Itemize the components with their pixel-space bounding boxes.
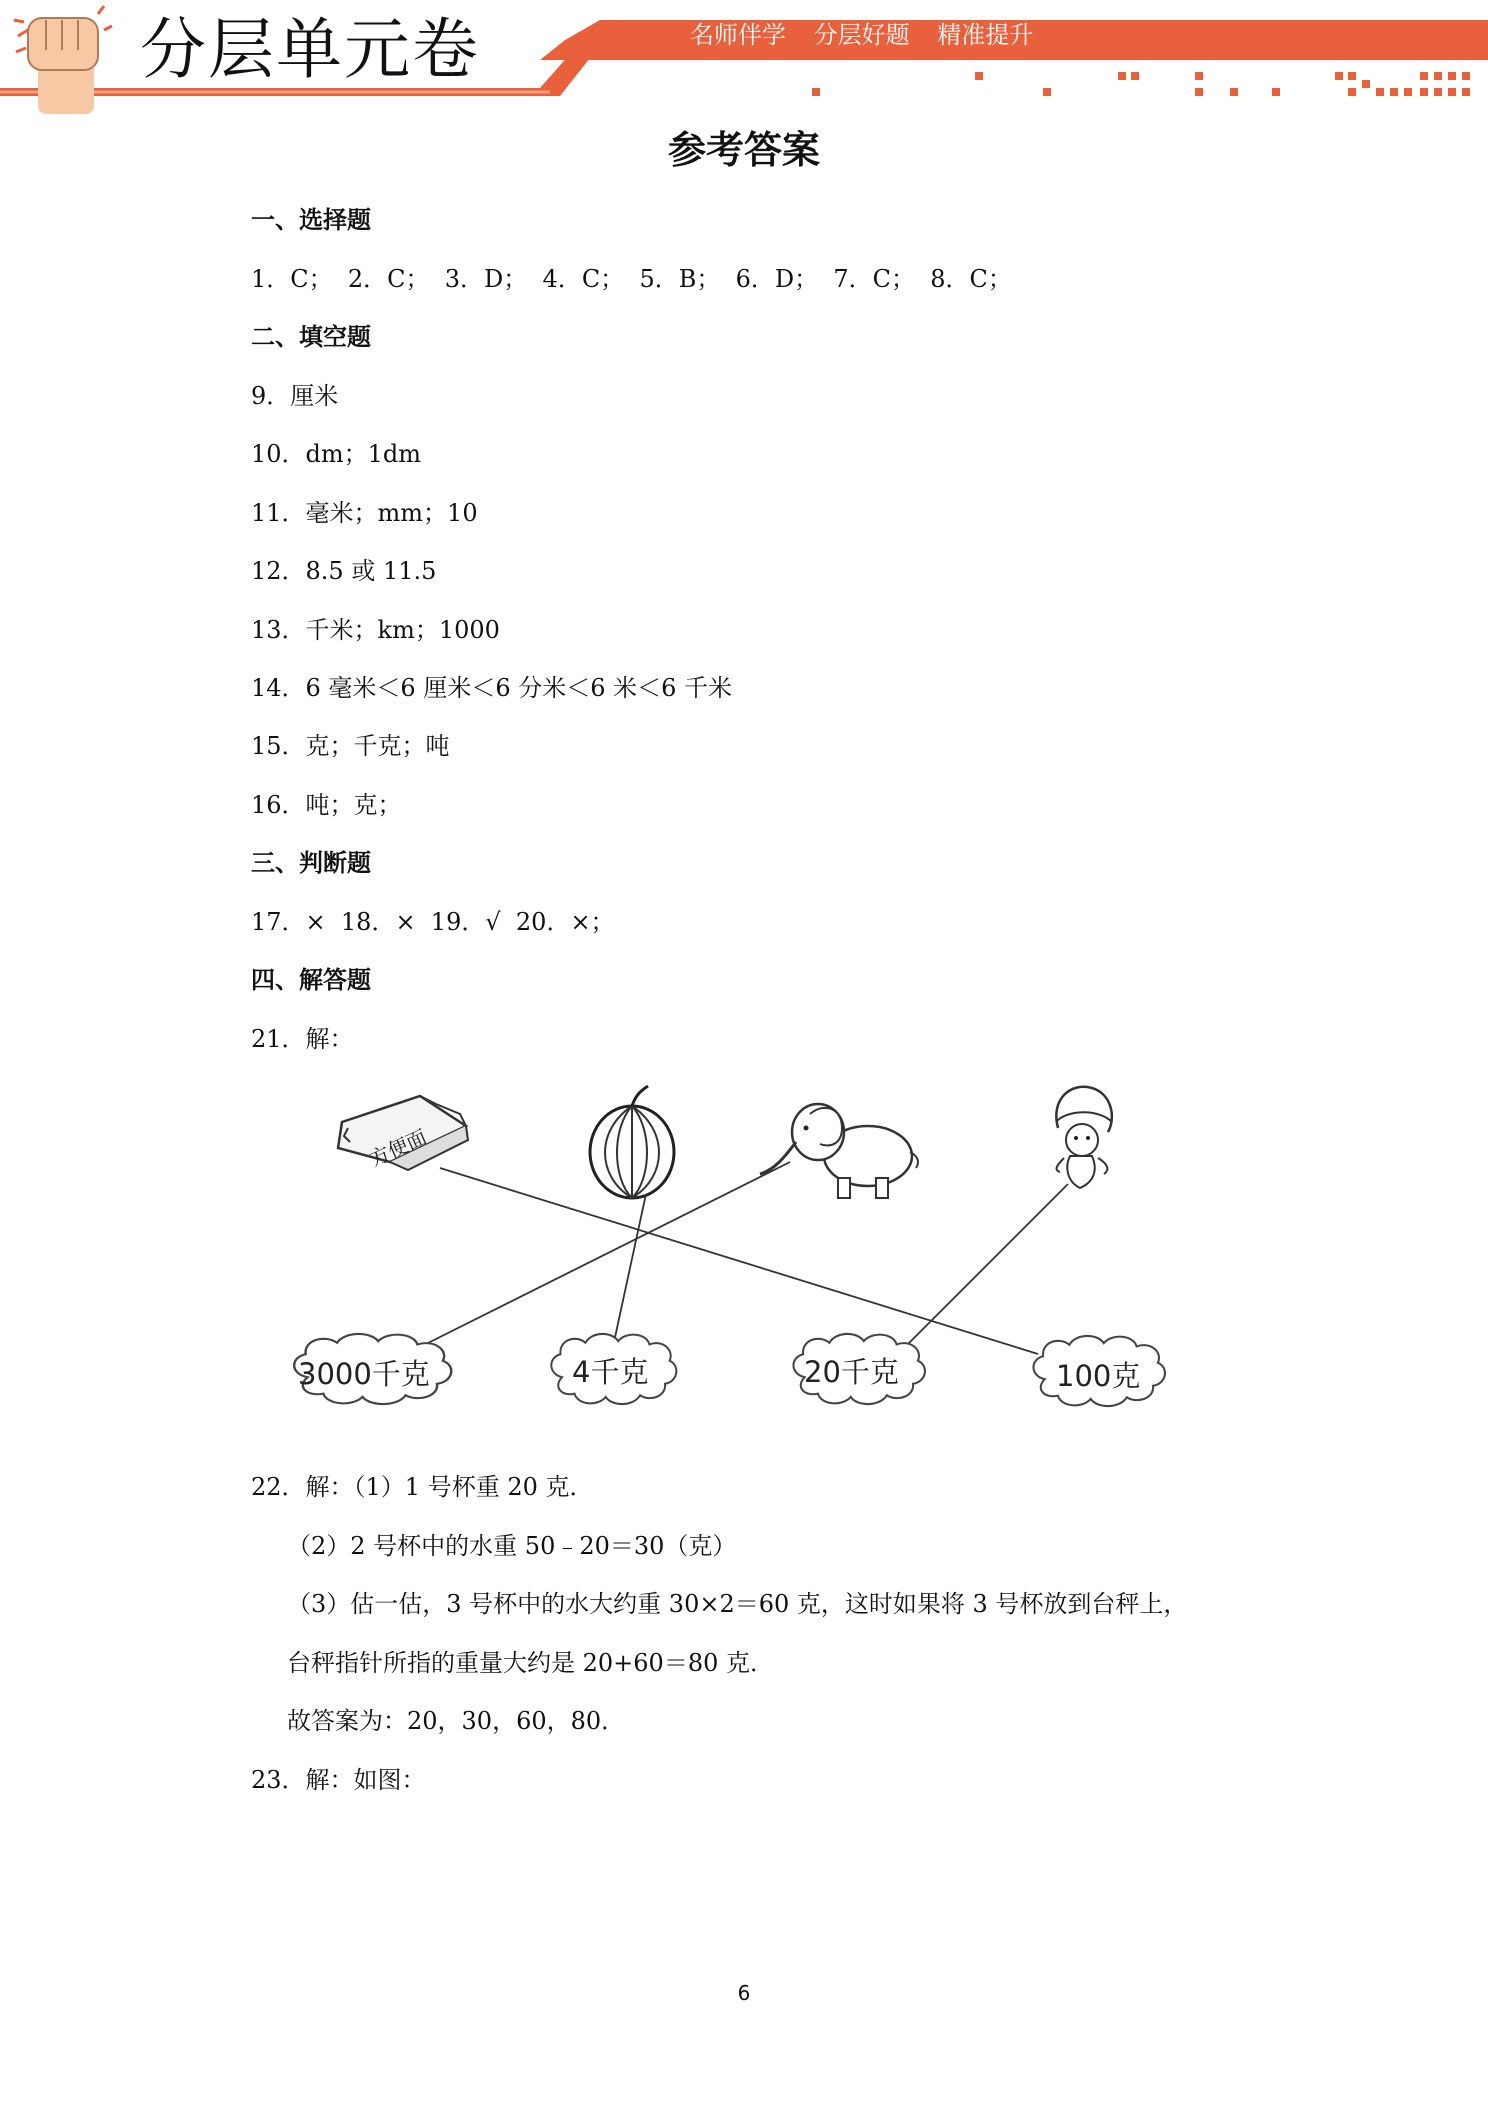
- answer-line: （2）2 号杯中的水重 50﹣20＝30（克）: [287, 1532, 737, 1560]
- noodle-bag-label: 方便面: [365, 1124, 431, 1172]
- answer-line: 故答案为：20，30，60，80．: [287, 1707, 626, 1735]
- answer-line: 台秤指针所指的重量大约是 20+60＝80 克．: [287, 1649, 774, 1677]
- page-number: 6: [737, 1981, 751, 2005]
- answer-line: 11．毫米；mm；10: [251, 499, 478, 527]
- cloud-label-4kg: 4千克: [572, 1355, 649, 1389]
- watermelon-icon: [590, 1086, 674, 1198]
- match-line-girl-20kg: [906, 1184, 1068, 1346]
- answer-line: 1．C； 2．C； 3．D； 4．C； 5．B； 6．D； 7．C； 8．C；: [251, 265, 1012, 293]
- section-heading-solve: 四、解答题: [251, 966, 371, 994]
- elephant-icon: [760, 1104, 918, 1198]
- match-lines: [410, 1162, 1068, 1354]
- answer-line: 9．厘米: [251, 382, 339, 410]
- answer-line: 15．克；千克；吨: [251, 732, 450, 760]
- match-line-watermelon-4kg: [614, 1194, 646, 1342]
- decorative-dots: [812, 72, 1470, 96]
- answer-line: 17．× 18．× 19．√ 20．×；: [251, 908, 615, 936]
- brand-title: 分层单元卷: [140, 11, 480, 88]
- girl-icon: [1056, 1087, 1112, 1188]
- answer-line: 10．dm；1dm: [251, 440, 422, 468]
- matching-figure: [290, 1078, 1190, 1442]
- match-line-elephant-3000kg: [410, 1162, 790, 1352]
- answer-line: 13．千米；km；1000: [251, 616, 500, 644]
- answer-line: 23．解：如图：: [251, 1766, 426, 1794]
- answer-line: 21．解：: [251, 1025, 354, 1053]
- answer-line: 22．解：（1）1 号杯重 20 克．: [251, 1473, 594, 1501]
- section-heading-choice: 一、选择题: [251, 206, 371, 234]
- answer-line: 16．吨；克；: [251, 791, 402, 819]
- answer-line: （3）估一估，3 号杯中的水大约重 30×2＝60 克，这时如果将 3 号杯放到台秤上，: [287, 1590, 1188, 1618]
- brand-slogan: 名师伴学 分层好题 精准提升: [690, 21, 1034, 49]
- cloud-label-100g: 100克: [1056, 1359, 1141, 1393]
- section-heading-fill: 二、填空题: [251, 323, 371, 351]
- fist-logo-icon: [14, 6, 112, 114]
- document-title: 参考答案: [667, 127, 820, 172]
- page-header: [0, 0, 1488, 120]
- match-line-noodle-100g: [440, 1168, 1038, 1354]
- section-heading-judge: 三、判断题: [251, 849, 371, 877]
- answer-line: 14．6 毫米＜6 厘米＜6 分米＜6 米＜6 千米: [251, 674, 733, 702]
- answer-line: 12．8.5 或 11.5: [251, 557, 437, 585]
- cloud-label-20kg: 20千克: [804, 1355, 899, 1389]
- cloud-label-3000kg: 3000千克: [298, 1357, 430, 1391]
